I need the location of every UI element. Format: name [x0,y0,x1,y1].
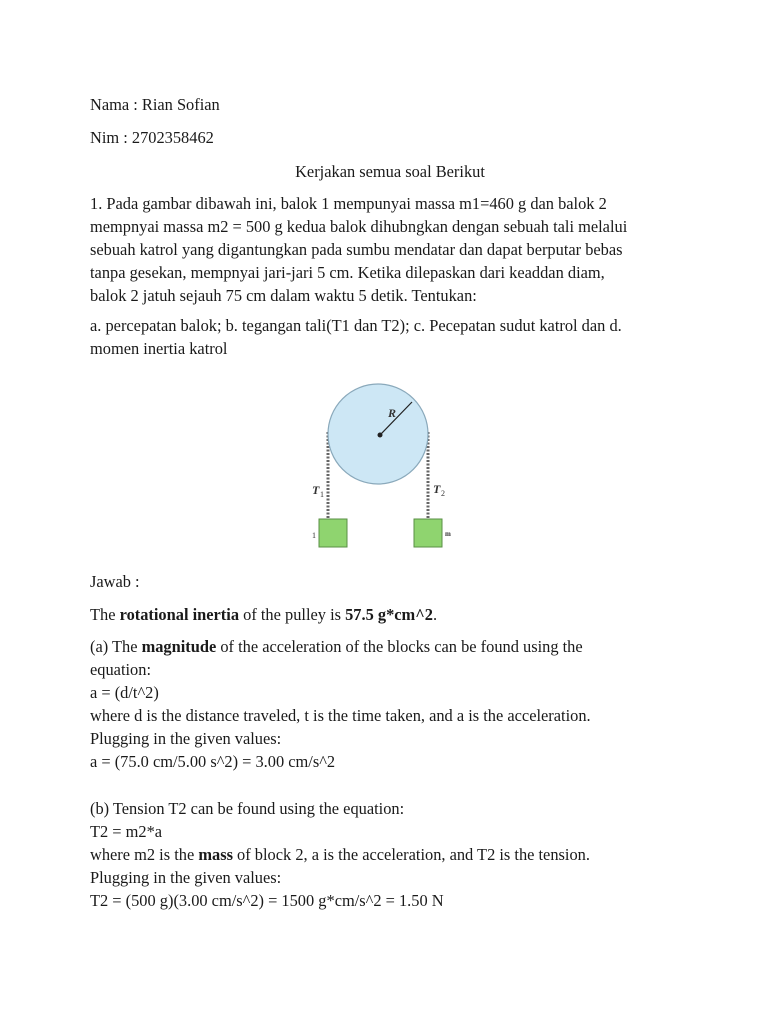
problem-questions [90,314,690,360]
block-2-label: m [445,530,451,538]
t2-label: T [433,482,441,496]
part-b-line: T2 = m2*a [90,822,163,841]
part-b-text: where m2 is the [90,845,199,864]
block-1-label: 1 [312,531,316,540]
answer-part-b [90,797,690,912]
part-b-line: T2 = (500 g)(3.00 cm/s^2) = 1500 g*cm/s^2 = 1.50 N [90,891,444,910]
problem-line: mempnyai massa m2 = 500 g kedua balok dihubngkan dengan sebuah tali melalui [90,217,628,236]
block-1 [319,519,347,547]
t2-subscript: 2 [441,489,445,498]
part-a-line: a = (75.0 cm/5.00 s^2) = 3.00 cm/s^2 [90,752,336,771]
pulley-axle [378,433,383,438]
intro-bold-value: 57.5 g*cm^2 [345,605,433,624]
part-a-line: where d is the distance traveled, t is the time taken, and a is the acceleration. [90,706,591,725]
problem-line: balok 2 jatuh sejauh 75 cm dalam waktu 5 detik. Tentukan: [90,286,477,305]
student-name: Nama : Rian Sofian [90,95,220,114]
part-b-line [90,843,690,866]
page-title: Kerjakan semua soal Berikut [295,162,485,181]
part-a-line: a = (d/t^2) [90,683,159,702]
block-2 [414,519,442,547]
part-b-text: of block 2, a is the acceleration, and T2 is the tension. [232,845,590,864]
problem-line: tanpa gesekan, mempnyai jari-jari 5 cm. Ketika dilepaskan dari keaddan diam, [90,263,605,282]
answer-heading: Jawab : [90,572,140,591]
intro-text: . [432,605,438,624]
part-b-line: (b) Tension T2 can be found using the equation: [90,799,405,818]
pulley-diagram [300,380,470,552]
t1-label: T [312,483,320,497]
part-a-text: (a) The [90,637,142,656]
problem-statement [90,192,690,307]
part-a-line: equation: [90,660,151,679]
problem-line: 1. Pada gambar dibawah ini, balok 1 mempunyai massa m1=460 g dan balok 2 [90,194,607,213]
student-nim: Nim : 2702358462 [90,128,214,147]
part-a-line: Plugging in the given values: [90,729,282,748]
intro-text: of the pulley is [239,605,346,624]
intro-text: The [90,605,120,624]
part-a-text: of the acceleration of the blocks can be found using the [216,637,583,656]
part-b-line: Plugging in the given values: [90,868,282,887]
answer-intro [90,603,690,626]
question-line: momen inertia katrol [90,339,228,358]
intro-bold-term: rotational inertia [119,605,240,624]
part-b-bold: mass [198,845,233,864]
radius-label: R [388,406,397,420]
problem-line: sebuah katrol yang digantungkan pada sumbu mendatar dan dapat berputar bebas [90,240,623,259]
t1-subscript: 1 [320,490,324,499]
answer-part-a [90,635,690,773]
part-a-bold: magnitude [141,637,217,656]
question-line: a. percepatan balok; b. tegangan tali(T1 dan T2); c. Pecepatan sudut katrol dan d. [90,316,622,335]
part-a-line [90,635,690,658]
